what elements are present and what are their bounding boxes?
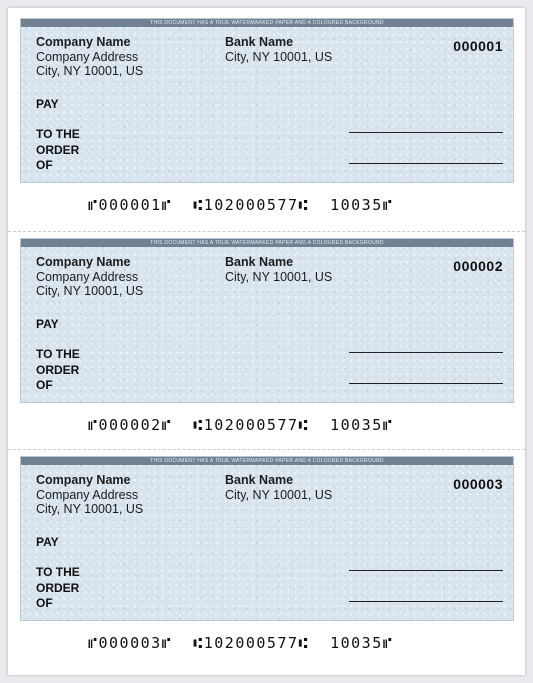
bank-block [225, 255, 332, 284]
bank-name: Bank Name [225, 473, 294, 487]
company-name: Company Name [36, 255, 131, 269]
order-label [36, 565, 80, 612]
order-line-3: OF [36, 378, 53, 392]
watermark-banner: THIS DOCUMENT HAS A TRUE WATERMARKED PAPER AND A COLOURED BACKGROUND [21, 19, 513, 27]
micr-line: ⑈000003⑈ ⑆102000577⑆ 10035⑈ [88, 634, 394, 652]
company-address: Company Address [36, 49, 139, 64]
order-line-3: OF [36, 158, 53, 172]
company-city: City, NY 10001, US [36, 284, 144, 298]
check-3 [20, 456, 514, 621]
company-block [36, 255, 143, 299]
pay-label: PAY [36, 97, 59, 111]
payee-line-1[interactable] [349, 570, 503, 571]
bank-city: City, NY 10001, US [225, 269, 333, 284]
check-2 [20, 238, 514, 403]
company-address: Company Address [36, 269, 139, 284]
order-line-2: ORDER [36, 362, 80, 377]
payee-line-1[interactable] [349, 132, 503, 133]
bank-name: Bank Name [225, 35, 294, 49]
check-number: 000001 [453, 38, 503, 54]
payee-line-2[interactable] [349, 163, 503, 164]
company-address: Company Address [36, 487, 139, 502]
payee-line-2[interactable] [349, 383, 503, 384]
micr-line: ⑈000001⑈ ⑆102000577⑆ 10035⑈ [88, 196, 394, 214]
order-label [36, 127, 80, 174]
watermark-banner: THIS DOCUMENT HAS A TRUE WATERMARKED PAPER AND A COLOURED BACKGROUND [21, 457, 513, 465]
bank-block [225, 35, 332, 64]
order-line-1: TO THE [36, 347, 80, 361]
company-city: City, NY 10001, US [36, 64, 144, 78]
bank-city: City, NY 10001, US [225, 487, 333, 502]
check-sheet [8, 8, 525, 675]
order-line-1: TO THE [36, 565, 80, 579]
payee-line-1[interactable] [349, 352, 503, 353]
pay-label: PAY [36, 535, 59, 549]
company-name: Company Name [36, 473, 131, 487]
bank-block [225, 473, 332, 502]
check-number: 000003 [453, 476, 503, 492]
order-line-3: OF [36, 596, 53, 610]
micr-line: ⑈000002⑈ ⑆102000577⑆ 10035⑈ [88, 416, 394, 434]
check-number: 000002 [453, 258, 503, 274]
watermark-banner: THIS DOCUMENT HAS A TRUE WATERMARKED PAPER AND A COLOURED BACKGROUND [21, 239, 513, 247]
check-1 [20, 18, 514, 183]
order-line-1: TO THE [36, 127, 80, 141]
order-line-2: ORDER [36, 142, 80, 157]
pay-label: PAY [36, 317, 59, 331]
company-name: Company Name [36, 35, 131, 49]
bank-city: City, NY 10001, US [225, 49, 333, 64]
bank-name: Bank Name [225, 255, 294, 269]
order-line-2: ORDER [36, 580, 80, 595]
order-label [36, 347, 80, 394]
company-block [36, 35, 143, 79]
company-block [36, 473, 143, 517]
payee-line-2[interactable] [349, 601, 503, 602]
company-city: City, NY 10001, US [36, 502, 144, 516]
check-slot-2 [8, 228, 525, 448]
check-slot-3 [8, 446, 525, 666]
check-slot-1 [8, 8, 525, 228]
